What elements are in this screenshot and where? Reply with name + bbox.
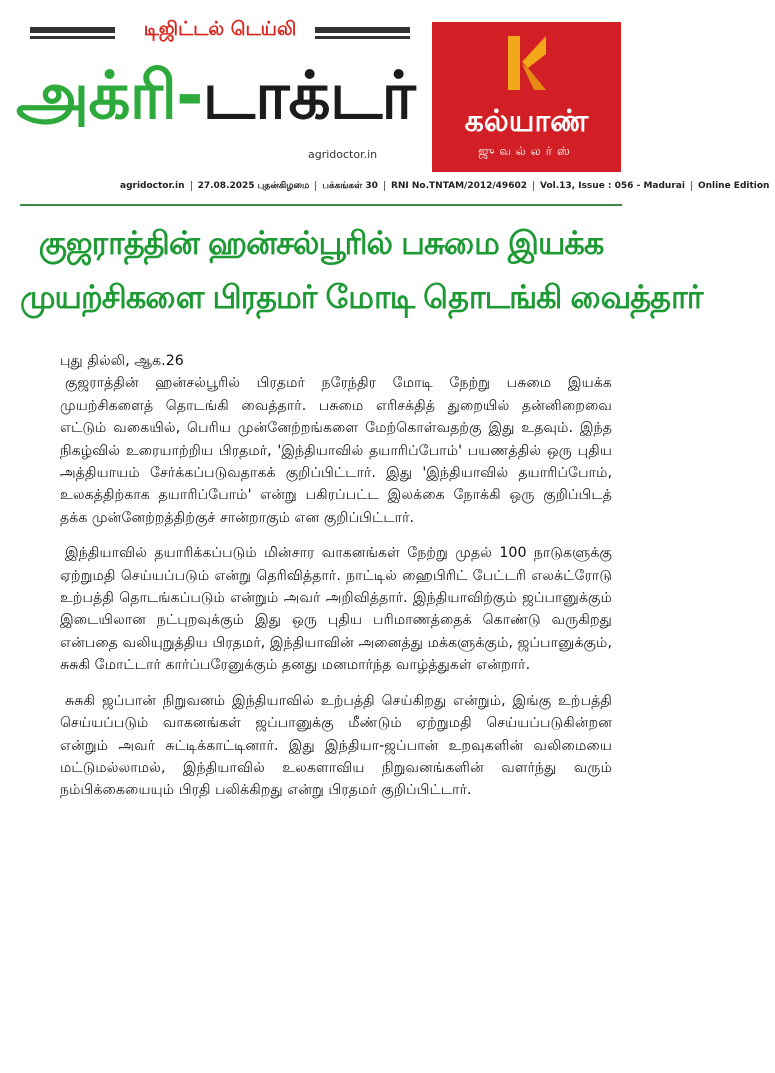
headline-line-2: முயற்சிகளை பிரதமர் மோடி தொடங்கி வைத்தார் <box>20 278 703 316</box>
masthead <box>0 0 770 205</box>
info-volume: Vol.13, Issue : 056 - Madurai <box>534 181 692 191</box>
article-headline <box>20 216 703 324</box>
advertisement-subtitle: ஜுவல்லர்ஸ் <box>478 144 575 158</box>
tagline: டிஜிட்டல் டெய்லி <box>143 18 297 40</box>
issue-info-bar <box>114 178 770 194</box>
headline-line-1: குஜராத்தின் ஹன்சல்பூரில் பசுமை இயக்க <box>38 224 604 262</box>
advertisement-name: கல்யாண் <box>464 104 589 139</box>
article-paragraph: குஜராத்தின் ஹன்சல்பூரில் பிரதமர் நரேந்திர மோடி நேற்று பசுமை இயக்க முயற்சிகளைத் தொடங்கி வைத்தார். பசுமை எரிசக்தித் துறையில் தன்னிறைவை எட்டும் வகையில், பெரிய முன்னேற்றங்களை மேற்கொள்வதற்கு இது உதவும். இந்த நிகழ்வில் உரையாற்றிய பிரதமர், 'இந்தியாவில் தயாரிப்போம்' பயணத்தில் ஒரு புதிய அத்தியாயம் சேர்க்கப்படுவதாகக் குறிப்பிட்டார். இது 'இந்தியாவில் தயாரிப்போம், உலகத்திற்காக தயாரிப்போம்' என்று பகிரப்பட்ட இலக்கை நோக்கி ஒரு குறிப்பிடத் தக்க முன்னேற்றத்திற்குச் சான்றாகும் என குறிப்பிட்டார். <box>60 375 612 526</box>
brand-dash: - <box>176 57 203 134</box>
tagline-row <box>30 18 410 44</box>
article-paragraph: சுசுகி ஜப்பான் நிறுவனம் இந்தியாவில் உற்பத்தி செய்கிறது என்றும், இங்கு உற்பத்தி செய்யப்படும் வாகனங்கள் ஜப்பானுக்கு மீண்டும் ஏற்றுமதி செய்யப்படுகின்றன என்றும் அவர் சுட்டிக்காட்டினார். இது இந்தியா-ஜப்பான் உறவுகளின் வலிமையை மட்டுமல்லாமல், இந்தியாவில் உலகளாவிய நிறுவனங்களின் வளர்ந்து வரும் நம்பிக்கையையும் பிரதி பலிக்கிறது என்று பிரதமர் குறிப்பிட்டார். <box>60 692 612 799</box>
masthead-divider <box>20 204 622 206</box>
info-rni: RNI No.TNTAM/2012/49602 <box>385 181 534 191</box>
info-pages: பக்கங்கள் 30 <box>316 181 385 191</box>
brand-domain: agridoctor.in <box>308 148 378 161</box>
brand-logo[interactable] <box>16 50 416 142</box>
article-body <box>60 350 612 815</box>
brand-green-text: அக்ரி <box>16 57 177 134</box>
info-date: 27.08.2025 புதன்கிழமை <box>192 181 317 191</box>
kalyan-k-logo-icon <box>504 34 550 92</box>
article-paragraph: இந்தியாவில் தயாரிக்கப்படும் மின்சார வாகனங்கள் நேற்று முதல் 100 நாடுகளுக்கு ஏற்றுமதி செய்யப்படும் என்று தெரிவித்தார். நாட்டில் ஹைபிரிட் பேட்டரி எலக்ட்ரோடு உற்பத்தி தொடங்கப்படும் என்றும் அவர் அறிவித்தார். இந்தியாவிற்கும் ஜப்பானுக்கும் இடையிலான நட்புறவுக்கும் இது ஒரு புதிய பரிமாணத்தைக் கொண்டு வருகிறது என்பதை வலியுறுத்திய பிரதமர், இந்தியாவின் அனைத்து மக்களுக்கும், ஜப்பானுக்கும், சுசுகி மோட்டார் கார்ப்பரேனுக்கும் தனது மனமார்ந்த வாழ்த்துகள் என்றார். <box>60 545 612 674</box>
tagline-rule-left <box>30 27 115 33</box>
tagline-rule-right <box>315 27 410 33</box>
brand-dark-text: டாக்டர் <box>202 57 415 134</box>
kalyan-advertisement[interactable] <box>432 22 621 172</box>
info-site: agridoctor.in <box>114 181 192 191</box>
article-dateline: புது தில்லி, ஆக.26 <box>60 353 184 369</box>
info-edition: Online Edition <box>697 181 770 191</box>
